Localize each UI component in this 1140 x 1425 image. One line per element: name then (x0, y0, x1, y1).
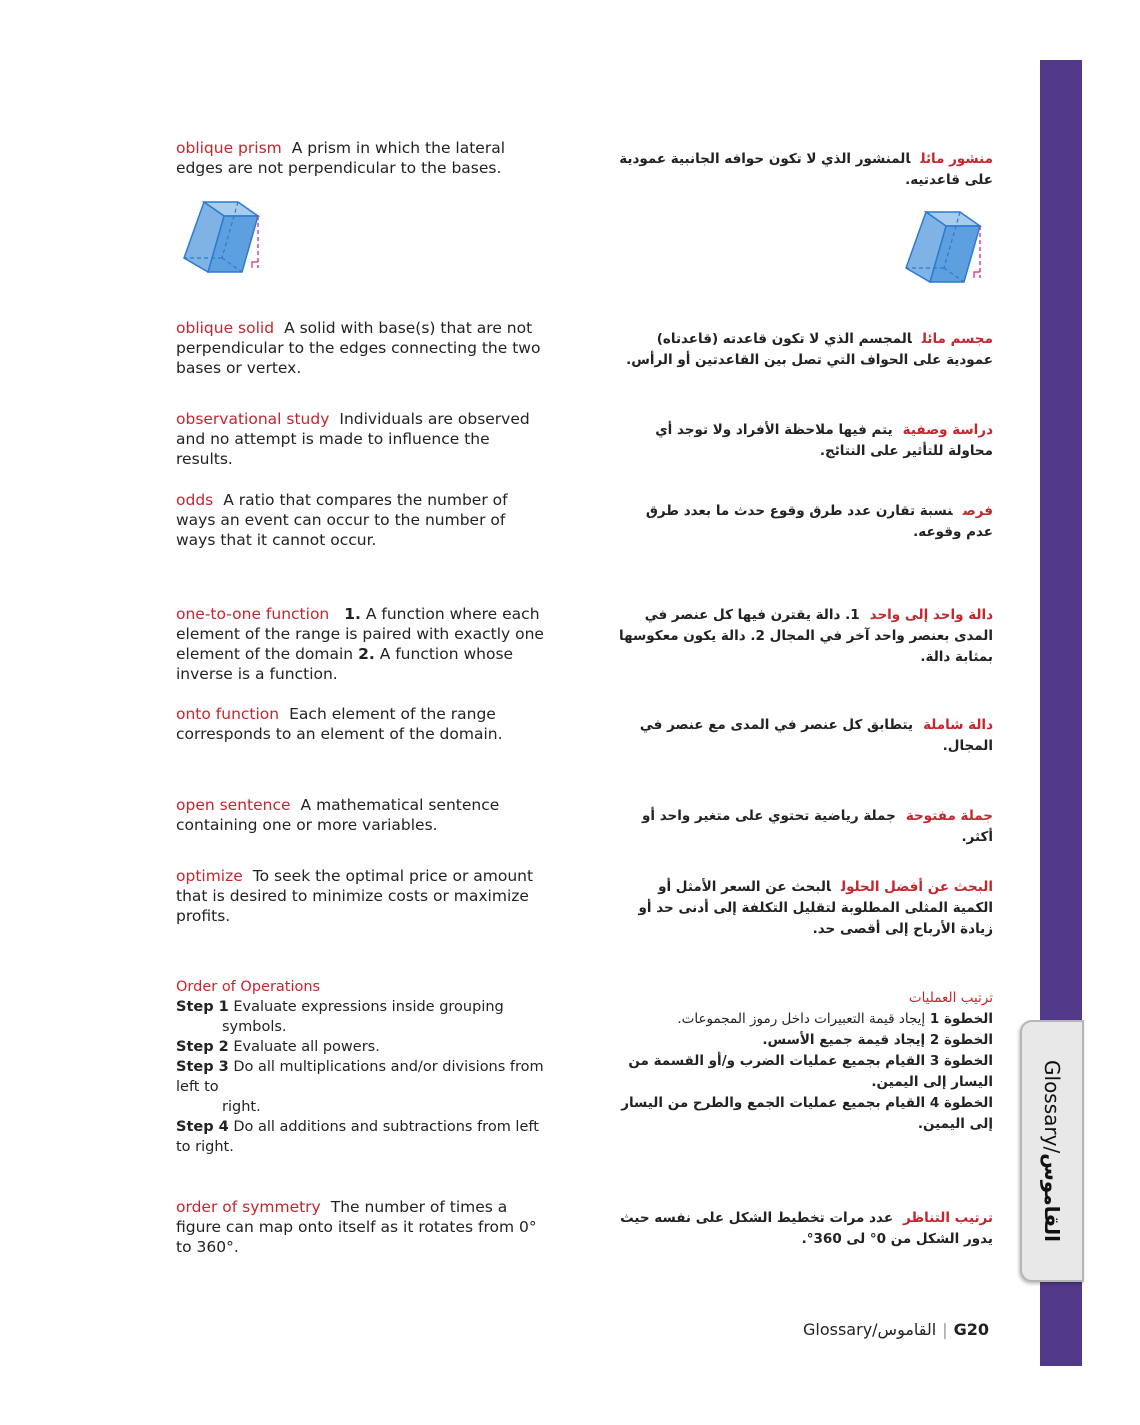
entry-order-of-operations (176, 977, 548, 1157)
step-text: Evaluate all powers. (233, 1039, 380, 1055)
ar-definition: يتم فيها ملاحظة الأفراد ولا توجد أي محاولة للتأثير على النتائج. (655, 422, 993, 459)
ar-entry-optimize (615, 877, 993, 940)
oblique-prism-figure-right (898, 206, 990, 292)
definition-1: A function where each element of the range is paired with exactly one element of the domain (176, 605, 544, 663)
entry-onto-function (176, 704, 548, 744)
step-row (176, 1117, 548, 1157)
term: open sentence (176, 796, 291, 814)
ar-definition: البحث عن السعر الأمثل أو الكمية المثلى المطلوبة لتقليل التكلفة إلى أدنى حد أو زيادة الأرباح إلى أقصى حد. (638, 879, 993, 937)
ar-definition: عدد مرات تخطيط الشكل على نفسه حيث يدور الشكل من 0° لى 360°. (620, 1210, 993, 1247)
ar-entry-order-of-operations (615, 988, 993, 1135)
term: oblique solid (176, 319, 275, 337)
definition-2: A function whose inverse is a function. (176, 645, 514, 683)
term: oblique prism (176, 139, 282, 157)
definition: To seek the optimal price or amount that is desired to minimize costs or maximize profits. (176, 867, 534, 925)
step-continuation: right. (222, 1099, 261, 1115)
ar-step-row (615, 1030, 993, 1051)
ar-entry-onto-function (615, 715, 993, 757)
glossary-tab-label (1040, 1060, 1064, 1242)
definition: Each element of the range corresponds to an element of the domain. (176, 705, 503, 743)
ar-term: فرص (962, 503, 993, 519)
term: Order of Operations (176, 979, 321, 995)
entry-oblique-solid (176, 318, 548, 378)
ar-term: دالة واحد إلى واحد (869, 607, 993, 623)
step-label: Step 4 (176, 1119, 229, 1135)
definition: A prism in which the lateral edges are not perpendicular to the bases. (176, 139, 506, 177)
ar-term: دالة شاملة (923, 717, 993, 733)
step-label: Step 1 (176, 999, 229, 1015)
ar-entry-observational-study (615, 420, 993, 462)
step-text: Evaluate expressions inside grouping (233, 999, 504, 1015)
term: optimize (176, 867, 243, 885)
ar-entry-one-to-one-function (615, 605, 993, 668)
ar-step-row (615, 1093, 993, 1135)
ar-entry-odds (615, 501, 993, 543)
ar-definition: المنشور الذي لا تكون حوافه الجانبية عمودية على قاعدتيه. (619, 151, 993, 188)
ar-entry-order-of-symmetry (615, 1208, 993, 1250)
footer-title: Glossary/القاموس (803, 1320, 937, 1339)
ar-step-text: القيام بجميع عمليات الجمع والطرح من اليسار إلى اليمين. (621, 1095, 993, 1132)
ar-definition: المجسم الذي لا تكون قاعدته (قاعدتاه) عمودية على الحواف التي تصل بين القاعدتين أو الرأس. (626, 331, 993, 368)
ar-term: منشور مائل (920, 151, 993, 167)
ar-definition: نسبة تقارن عدد طرق وقوع حدث ما بعدد طرق عدم وقوعه. (645, 503, 993, 540)
term: one-to-one function (176, 605, 330, 623)
definition: A mathematical sentence containing one or more variables. (176, 796, 500, 834)
term: onto function (176, 705, 280, 723)
footer-separator: | (942, 1320, 948, 1339)
definition: Individuals are observed and no attempt is made to influence the results. (176, 410, 530, 468)
ar-step-label: الخطوة 3 (929, 1053, 993, 1069)
definition: The number of times a figure can map onto itself as it rotates from 0° to 360°. (176, 1198, 537, 1256)
step-row (176, 1037, 548, 1057)
ar-step-label: الخطوة 1 (929, 1011, 993, 1027)
term: odds (176, 491, 214, 509)
ar-step-row (615, 1051, 993, 1093)
page-number: G20 (953, 1320, 989, 1339)
ar-entry-oblique-solid (615, 329, 993, 371)
oblique-prism-figure-left (176, 196, 268, 282)
step-row (176, 1057, 548, 1097)
ar-step-label: الخطوة 2 (929, 1032, 993, 1048)
item-number: 2. (358, 645, 375, 663)
page-footer (803, 1320, 989, 1339)
item-number: 1. (344, 605, 361, 623)
entry-odds (176, 490, 548, 550)
term: order of symmetry (176, 1198, 321, 1216)
ar-term: ترتيب العمليات (908, 990, 993, 1006)
step-row (176, 997, 548, 1017)
step-text: Do all multiplications and/or divisions from left to (176, 1059, 544, 1095)
ar-term: مجسم مائل (921, 331, 993, 347)
glossary-tab-ar: القاموس (1040, 1153, 1064, 1242)
term: observational study (176, 410, 330, 428)
step-continuation: symbols. (222, 1019, 287, 1035)
ar-definition: 1. دالة يقترن فيها كل عنصر في المدى بعنصر واحد آخر في المجال 2. دالة يكون معكوسها بمثابة دالة. (619, 607, 993, 665)
entry-open-sentence (176, 795, 548, 835)
entry-optimize (176, 866, 548, 926)
ar-term: دراسة وصفية (902, 422, 993, 438)
entry-one-to-one-function (176, 604, 548, 684)
step-text: Do all additions and subtractions from left to right. (176, 1119, 539, 1155)
step-label: Step 3 (176, 1059, 229, 1075)
definition: A solid with base(s) that are not perpendicular to the edges connecting the two bases or vertex. (176, 319, 541, 377)
ar-step-text: إيجاد قيمة التعبيرات داخل رموز المجموعات. (677, 1011, 926, 1027)
step-label: Step 2 (176, 1039, 229, 1055)
ar-definition: جملة رياضية تحتوي على متغير واحد أو أكثر. (642, 808, 993, 845)
glossary-tab[interactable] (1020, 1020, 1084, 1282)
ar-step-label: الخطوة 4 (929, 1095, 993, 1111)
ar-term: البحث عن أفضل الحلول (841, 879, 993, 895)
entry-order-of-symmetry (176, 1197, 548, 1257)
ar-step-row (615, 1009, 993, 1030)
ar-entry-open-sentence (615, 806, 993, 848)
entry-oblique-prism (176, 138, 548, 178)
ar-definition: يتطابق كل عنصر في المدى مع عنصر في المجال. (639, 717, 993, 754)
ar-step-text: إيجاد قيمة جميع الأسس. (762, 1032, 926, 1048)
ar-entry-oblique-prism (615, 149, 993, 191)
glossary-tab-en: Glossary/ (1040, 1060, 1064, 1154)
ar-term: جملة مفتوحة (905, 808, 993, 824)
entry-observational-study (176, 409, 548, 469)
ar-term: ترتيب التناظر (903, 1210, 993, 1226)
ar-step-text: القيام بجميع عمليات الضرب و/أو القسمة من اليسار إلى اليمين. (628, 1053, 993, 1090)
definition: A ratio that compares the number of ways an event can occur to the number of ways that it cannot occur. (176, 491, 508, 549)
